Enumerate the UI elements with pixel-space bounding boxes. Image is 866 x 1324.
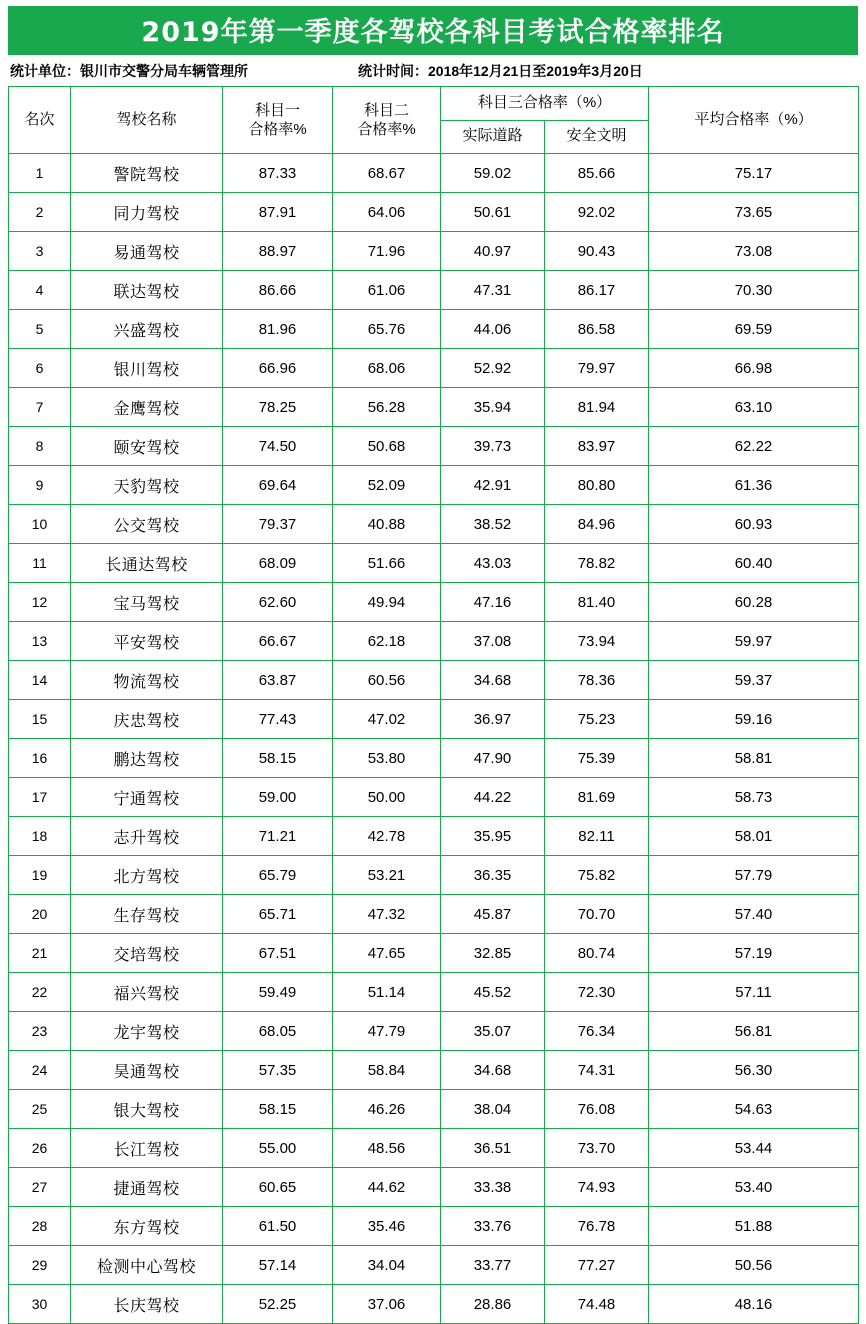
cell-subject2-rate: 53.21 [333, 856, 441, 895]
table-row [9, 388, 859, 427]
cell-school-name: 银川驾校 [71, 349, 223, 388]
cell-subject2-rate: 47.79 [333, 1012, 441, 1051]
cell-average-rate: 59.16 [649, 700, 859, 739]
cell-average-rate: 48.16 [649, 1285, 859, 1324]
cell-rank: 26 [9, 1129, 71, 1168]
table-row [9, 1246, 859, 1285]
cell-subject3-safety-rate: 73.70 [545, 1129, 649, 1168]
cell-subject3-road-rate: 38.04 [441, 1090, 545, 1129]
cell-school-name: 生存驾校 [71, 895, 223, 934]
cell-subject2-rate: 49.94 [333, 583, 441, 622]
table-row [9, 700, 859, 739]
table-row [9, 427, 859, 466]
cell-subject2-rate: 68.06 [333, 349, 441, 388]
cell-rank: 23 [9, 1012, 71, 1051]
cell-subject3-road-rate: 36.97 [441, 700, 545, 739]
cell-subject3-safety-rate: 78.36 [545, 661, 649, 700]
table-row [9, 1051, 859, 1090]
cell-average-rate: 60.40 [649, 544, 859, 583]
cell-average-rate: 59.97 [649, 622, 859, 661]
cell-average-rate: 53.44 [649, 1129, 859, 1168]
cell-subject3-safety-rate: 81.94 [545, 388, 649, 427]
statistics-time-label: 统计时间：2018年12月21日至2019年3月20日 [358, 63, 643, 79]
cell-subject3-safety-rate: 86.17 [545, 271, 649, 310]
cell-rank: 16 [9, 739, 71, 778]
cell-school-name: 公交驾校 [71, 505, 223, 544]
cell-school-name: 鹏达驾校 [71, 739, 223, 778]
table-row [9, 739, 859, 778]
cell-subject3-road-rate: 32.85 [441, 934, 545, 973]
cell-average-rate: 73.65 [649, 193, 859, 232]
cell-subject1-rate: 60.65 [223, 1168, 333, 1207]
cell-subject1-rate: 57.14 [223, 1246, 333, 1285]
header-subject2-line2: 合格率% [357, 121, 416, 138]
cell-subject2-rate: 42.78 [333, 817, 441, 856]
cell-subject2-rate: 47.32 [333, 895, 441, 934]
table-header [9, 87, 859, 154]
header-average: 平均合格率（%） [649, 87, 859, 154]
cell-rank: 15 [9, 700, 71, 739]
cell-subject3-safety-rate: 81.69 [545, 778, 649, 817]
cell-subject3-road-rate: 36.51 [441, 1129, 545, 1168]
cell-average-rate: 75.17 [649, 154, 859, 193]
cell-subject1-rate: 68.09 [223, 544, 333, 583]
header-subject1-line1: 科目一 [254, 101, 300, 119]
cell-school-name: 长庆驾校 [71, 1285, 223, 1324]
cell-subject1-rate: 62.60 [223, 583, 333, 622]
cell-subject1-rate: 58.15 [223, 739, 333, 778]
cell-subject3-safety-rate: 76.08 [545, 1090, 649, 1129]
cell-rank: 21 [9, 934, 71, 973]
cell-subject3-safety-rate: 78.82 [545, 544, 649, 583]
table-row [9, 778, 859, 817]
cell-rank: 11 [9, 544, 71, 583]
cell-subject1-rate: 87.91 [223, 193, 333, 232]
cell-rank: 28 [9, 1207, 71, 1246]
cell-subject3-road-rate: 34.68 [441, 661, 545, 700]
header-subject1 [223, 87, 333, 154]
cell-subject2-rate: 35.46 [333, 1207, 441, 1246]
cell-average-rate: 63.10 [649, 388, 859, 427]
cell-subject2-rate: 50.00 [333, 778, 441, 817]
cell-subject1-rate: 77.43 [223, 700, 333, 739]
cell-school-name: 昊通驾校 [71, 1051, 223, 1090]
cell-rank: 24 [9, 1051, 71, 1090]
table-row [9, 1285, 859, 1324]
table-row [9, 661, 859, 700]
cell-school-name: 宝马驾校 [71, 583, 223, 622]
cell-average-rate: 60.93 [649, 505, 859, 544]
cell-subject2-rate: 40.88 [333, 505, 441, 544]
cell-subject3-safety-rate: 76.34 [545, 1012, 649, 1051]
cell-rank: 7 [9, 388, 71, 427]
cell-subject2-rate: 62.18 [333, 622, 441, 661]
cell-subject3-safety-rate: 75.39 [545, 739, 649, 778]
cell-subject1-rate: 88.97 [223, 232, 333, 271]
table-row [9, 622, 859, 661]
cell-subject2-rate: 44.62 [333, 1168, 441, 1207]
table-row [9, 1090, 859, 1129]
cell-rank: 10 [9, 505, 71, 544]
cell-subject2-rate: 56.28 [333, 388, 441, 427]
header-subject3-group: 科目三合格率（%） [441, 87, 649, 121]
cell-rank: 29 [9, 1246, 71, 1285]
table-row [9, 934, 859, 973]
cell-subject3-road-rate: 37.08 [441, 622, 545, 661]
cell-subject1-rate: 66.96 [223, 349, 333, 388]
cell-school-name: 平安驾校 [71, 622, 223, 661]
cell-rank: 1 [9, 154, 71, 193]
cell-average-rate: 57.40 [649, 895, 859, 934]
cell-subject2-rate: 47.02 [333, 700, 441, 739]
cell-school-name: 北方驾校 [71, 856, 223, 895]
cell-subject3-road-rate: 52.92 [441, 349, 545, 388]
cell-subject3-safety-rate: 75.23 [545, 700, 649, 739]
cell-subject2-rate: 51.14 [333, 973, 441, 1012]
cell-subject1-rate: 74.50 [223, 427, 333, 466]
cell-school-name: 联达驾校 [71, 271, 223, 310]
cell-subject3-safety-rate: 90.43 [545, 232, 649, 271]
table-row [9, 973, 859, 1012]
cell-subject1-rate: 66.67 [223, 622, 333, 661]
header-rank: 名次 [9, 87, 71, 154]
cell-subject3-road-rate: 33.77 [441, 1246, 545, 1285]
cell-subject1-rate: 59.49 [223, 973, 333, 1012]
cell-school-name: 易通驾校 [71, 232, 223, 271]
cell-school-name: 金鹰驾校 [71, 388, 223, 427]
cell-average-rate: 70.30 [649, 271, 859, 310]
table-row [9, 193, 859, 232]
cell-rank: 18 [9, 817, 71, 856]
cell-subject3-road-rate: 38.52 [441, 505, 545, 544]
table-row [9, 232, 859, 271]
cell-subject2-rate: 64.06 [333, 193, 441, 232]
cell-subject1-rate: 65.71 [223, 895, 333, 934]
cell-rank: 17 [9, 778, 71, 817]
cell-school-name: 志升驾校 [71, 817, 223, 856]
cell-average-rate: 51.88 [649, 1207, 859, 1246]
cell-rank: 30 [9, 1285, 71, 1324]
cell-subject1-rate: 71.21 [223, 817, 333, 856]
cell-subject3-safety-rate: 77.27 [545, 1246, 649, 1285]
cell-subject1-rate: 55.00 [223, 1129, 333, 1168]
header-subject3-safety: 安全文明 [545, 120, 649, 154]
table-row [9, 1129, 859, 1168]
cell-subject3-road-rate: 39.73 [441, 427, 545, 466]
title-banner [8, 6, 858, 55]
cell-subject3-road-rate: 40.97 [441, 232, 545, 271]
cell-average-rate: 62.22 [649, 427, 859, 466]
cell-school-name: 宁通驾校 [71, 778, 223, 817]
cell-average-rate: 58.01 [649, 817, 859, 856]
cell-subject1-rate: 78.25 [223, 388, 333, 427]
cell-subject3-road-rate: 44.06 [441, 310, 545, 349]
cell-subject3-safety-rate: 85.66 [545, 154, 649, 193]
cell-school-name: 物流驾校 [71, 661, 223, 700]
cell-school-name: 庆忠驾校 [71, 700, 223, 739]
cell-subject3-road-rate: 50.61 [441, 193, 545, 232]
cell-subject3-road-rate: 45.87 [441, 895, 545, 934]
cell-subject3-road-rate: 47.31 [441, 271, 545, 310]
cell-subject2-rate: 60.56 [333, 661, 441, 700]
cell-subject3-safety-rate: 76.78 [545, 1207, 649, 1246]
cell-subject2-rate: 58.84 [333, 1051, 441, 1090]
cell-average-rate: 56.30 [649, 1051, 859, 1090]
table-row [9, 154, 859, 193]
cell-subject3-road-rate: 47.16 [441, 583, 545, 622]
table-row [9, 856, 859, 895]
cell-school-name: 长通达驾校 [71, 544, 223, 583]
table-row [9, 505, 859, 544]
cell-school-name: 检测中心驾校 [71, 1246, 223, 1285]
table-row [9, 1168, 859, 1207]
cell-subject3-safety-rate: 74.93 [545, 1168, 649, 1207]
cell-subject3-safety-rate: 73.94 [545, 622, 649, 661]
cell-rank: 3 [9, 232, 71, 271]
pass-rate-ranking-table [8, 86, 859, 1324]
table-row [9, 271, 859, 310]
table-body [9, 154, 859, 1324]
cell-subject3-road-rate: 28.86 [441, 1285, 545, 1324]
cell-subject2-rate: 68.67 [333, 154, 441, 193]
cell-subject3-road-rate: 35.94 [441, 388, 545, 427]
table-row [9, 310, 859, 349]
cell-average-rate: 54.63 [649, 1090, 859, 1129]
cell-subject2-rate: 61.06 [333, 271, 441, 310]
cell-rank: 5 [9, 310, 71, 349]
page-title: 2019年第一季度各驾校各科目考试合格率排名 [141, 17, 725, 48]
cell-subject3-safety-rate: 84.96 [545, 505, 649, 544]
cell-subject3-safety-rate: 70.70 [545, 895, 649, 934]
cell-subject2-rate: 65.76 [333, 310, 441, 349]
cell-school-name: 东方驾校 [71, 1207, 223, 1246]
cell-average-rate: 58.73 [649, 778, 859, 817]
table-header-row-1 [9, 87, 859, 121]
cell-rank: 6 [9, 349, 71, 388]
cell-average-rate: 60.28 [649, 583, 859, 622]
cell-average-rate: 53.40 [649, 1168, 859, 1207]
cell-average-rate: 57.19 [649, 934, 859, 973]
cell-school-name: 兴盛驾校 [71, 310, 223, 349]
cell-subject3-road-rate: 44.22 [441, 778, 545, 817]
table-row [9, 1012, 859, 1051]
cell-rank: 12 [9, 583, 71, 622]
cell-subject3-safety-rate: 82.11 [545, 817, 649, 856]
cell-school-name: 银大驾校 [71, 1090, 223, 1129]
cell-rank: 8 [9, 427, 71, 466]
cell-subject3-road-rate: 34.68 [441, 1051, 545, 1090]
cell-school-name: 同力驾校 [71, 193, 223, 232]
cell-subject2-rate: 47.65 [333, 934, 441, 973]
cell-rank: 4 [9, 271, 71, 310]
cell-subject3-road-rate: 47.90 [441, 739, 545, 778]
cell-subject1-rate: 52.25 [223, 1285, 333, 1324]
cell-subject1-rate: 58.15 [223, 1090, 333, 1129]
table-row [9, 895, 859, 934]
cell-subject3-safety-rate: 72.30 [545, 973, 649, 1012]
cell-subject2-rate: 51.66 [333, 544, 441, 583]
table-row [9, 583, 859, 622]
cell-subject1-rate: 68.05 [223, 1012, 333, 1051]
cell-average-rate: 50.56 [649, 1246, 859, 1285]
cell-subject3-safety-rate: 74.48 [545, 1285, 649, 1324]
statistics-unit-label: 统计单位：银川市交警分局车辆管理所 [10, 63, 248, 79]
cell-rank: 2 [9, 193, 71, 232]
cell-rank: 9 [9, 466, 71, 505]
cell-subject3-road-rate: 33.38 [441, 1168, 545, 1207]
cell-subject3-road-rate: 36.35 [441, 856, 545, 895]
cell-rank: 19 [9, 856, 71, 895]
table-row [9, 817, 859, 856]
cell-subject2-rate: 46.26 [333, 1090, 441, 1129]
cell-school-name: 龙宇驾校 [71, 1012, 223, 1051]
cell-subject2-rate: 50.68 [333, 427, 441, 466]
cell-subject1-rate: 81.96 [223, 310, 333, 349]
cell-subject3-safety-rate: 74.31 [545, 1051, 649, 1090]
cell-rank: 22 [9, 973, 71, 1012]
header-subject2-line1: 科目二 [363, 101, 409, 119]
cell-subject3-safety-rate: 81.40 [545, 583, 649, 622]
cell-subject3-safety-rate: 80.74 [545, 934, 649, 973]
cell-school-name: 福兴驾校 [71, 973, 223, 1012]
cell-subject3-road-rate: 43.03 [441, 544, 545, 583]
cell-average-rate: 61.36 [649, 466, 859, 505]
cell-subject1-rate: 65.79 [223, 856, 333, 895]
cell-subject1-rate: 59.00 [223, 778, 333, 817]
cell-rank: 14 [9, 661, 71, 700]
header-subject3-road: 实际道路 [441, 120, 545, 154]
cell-rank: 25 [9, 1090, 71, 1129]
cell-subject3-safety-rate: 79.97 [545, 349, 649, 388]
cell-rank: 20 [9, 895, 71, 934]
cell-school-name: 交培驾校 [71, 934, 223, 973]
cell-subject1-rate: 61.50 [223, 1207, 333, 1246]
cell-subject3-road-rate: 59.02 [441, 154, 545, 193]
cell-subject2-rate: 37.06 [333, 1285, 441, 1324]
table-row [9, 544, 859, 583]
cell-average-rate: 57.11 [649, 973, 859, 1012]
cell-subject2-rate: 52.09 [333, 466, 441, 505]
cell-subject3-safety-rate: 92.02 [545, 193, 649, 232]
meta-row [8, 59, 858, 86]
cell-subject1-rate: 67.51 [223, 934, 333, 973]
table-row [9, 466, 859, 505]
cell-subject3-safety-rate: 75.82 [545, 856, 649, 895]
cell-subject1-rate: 63.87 [223, 661, 333, 700]
cell-average-rate: 56.81 [649, 1012, 859, 1051]
table-row [9, 1207, 859, 1246]
cell-subject1-rate: 79.37 [223, 505, 333, 544]
cell-school-name: 警院驾校 [71, 154, 223, 193]
cell-rank: 13 [9, 622, 71, 661]
cell-subject2-rate: 71.96 [333, 232, 441, 271]
cell-average-rate: 58.81 [649, 739, 859, 778]
cell-average-rate: 69.59 [649, 310, 859, 349]
cell-school-name: 天豹驾校 [71, 466, 223, 505]
header-subject1-line2: 合格率% [248, 121, 307, 138]
cell-subject1-rate: 69.64 [223, 466, 333, 505]
cell-school-name: 捷通驾校 [71, 1168, 223, 1207]
header-subject2 [333, 87, 441, 154]
cell-subject3-safety-rate: 83.97 [545, 427, 649, 466]
cell-school-name: 长江驾校 [71, 1129, 223, 1168]
cell-subject3-safety-rate: 80.80 [545, 466, 649, 505]
cell-average-rate: 73.08 [649, 232, 859, 271]
cell-subject3-safety-rate: 86.58 [545, 310, 649, 349]
cell-rank: 27 [9, 1168, 71, 1207]
cell-average-rate: 66.98 [649, 349, 859, 388]
cell-subject1-rate: 87.33 [223, 154, 333, 193]
table-row [9, 349, 859, 388]
cell-subject2-rate: 53.80 [333, 739, 441, 778]
cell-average-rate: 57.79 [649, 856, 859, 895]
cell-subject3-road-rate: 45.52 [441, 973, 545, 1012]
cell-subject3-road-rate: 35.95 [441, 817, 545, 856]
cell-average-rate: 59.37 [649, 661, 859, 700]
cell-subject2-rate: 34.04 [333, 1246, 441, 1285]
cell-subject3-road-rate: 33.76 [441, 1207, 545, 1246]
cell-subject2-rate: 48.56 [333, 1129, 441, 1168]
cell-subject3-road-rate: 42.91 [441, 466, 545, 505]
header-school-name: 驾校名称 [71, 87, 223, 154]
cell-subject1-rate: 57.35 [223, 1051, 333, 1090]
cell-subject3-road-rate: 35.07 [441, 1012, 545, 1051]
cell-subject1-rate: 86.66 [223, 271, 333, 310]
cell-school-name: 颐安驾校 [71, 427, 223, 466]
